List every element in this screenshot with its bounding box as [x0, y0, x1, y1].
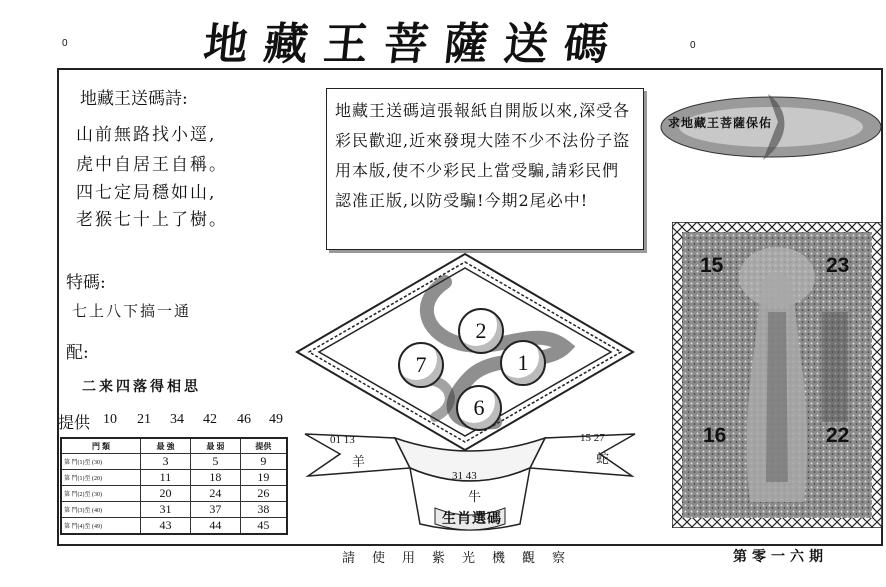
provide-number: 46: [237, 412, 251, 427]
table-row: [61, 470, 287, 486]
table-cell: 38: [240, 502, 287, 518]
notice-box: 地藏王送碼這張報紙自開版以來,深受各彩民歡迎,近來發現大陸不少不法份子盜用本版,使不少彩民上當受騙,請彩民們認准正版,以防受騙!今期2尾必中!: [326, 88, 644, 250]
table-cell: 3: [141, 454, 191, 470]
table-cell: 37: [190, 502, 240, 518]
banner-center-numbers: 31 43: [452, 470, 477, 482]
table-cell: 5: [190, 454, 240, 470]
column-header: 最 弱: [190, 438, 240, 454]
table-cell: 24: [190, 486, 240, 502]
scroll-number: 16: [703, 424, 727, 447]
number-ball: 1: [500, 340, 546, 386]
poem-line: 山前無路找小逕,: [76, 125, 217, 145]
pair-phrase: 二来四落得相思: [82, 379, 201, 395]
scroll-number: 22: [826, 424, 850, 447]
provide-number: 21: [137, 412, 151, 427]
table-cell: 20: [141, 486, 191, 502]
number-ball: 7: [398, 342, 444, 388]
poem-line: 四七定局穩如山,: [76, 183, 217, 203]
provide-label: 提供: [58, 413, 91, 432]
number-ball: 6: [456, 385, 502, 431]
special-label: 特碼:: [66, 273, 106, 293]
corner-mark-right: 0: [690, 40, 696, 51]
table-cell: 19: [240, 470, 287, 486]
provide-number: 42: [203, 412, 217, 427]
column-header: 門 類: [61, 438, 141, 454]
issue-period: 第零一六期: [733, 549, 828, 565]
table-row: [61, 486, 287, 502]
table-cell: 44: [190, 518, 240, 535]
poem-line: 虎中自居王自稱。: [76, 155, 228, 175]
table-cell: 11: [141, 470, 191, 486]
table-cell: 31: [141, 502, 191, 518]
table-cell: 第 門(1)至 (20): [61, 470, 141, 486]
table-header-row: [61, 438, 287, 454]
logo-text: 求地藏王菩薩保佑: [668, 116, 773, 130]
provide-number: 34: [170, 412, 184, 427]
table-cell: 第 門(1)至 (30): [61, 454, 141, 470]
special-text: 七上八下搞一通: [72, 302, 192, 320]
banner-right-numbers: 15 27: [580, 432, 605, 444]
scroll-number: 15: [700, 254, 724, 277]
poem-title: 地藏王送碼詩:: [80, 89, 188, 109]
table-cell: 第 門(4)至 (49): [61, 518, 141, 535]
stats-table: [60, 437, 288, 535]
table-cell: 43: [141, 518, 191, 535]
table-row: [61, 518, 287, 535]
scroll-number: 23: [826, 254, 850, 277]
column-header: 提供: [240, 438, 287, 454]
pair-label: 配:: [66, 343, 89, 363]
provide-number: 49: [269, 412, 283, 427]
corner-mark-left: 0: [62, 38, 68, 49]
banner-left-animal: 羊: [352, 455, 366, 470]
table-cell: 18: [190, 470, 240, 486]
provide-number: 10: [103, 412, 117, 427]
footer-note: 請使用紫光機觀察: [342, 551, 583, 566]
banner-caption: 生肖選碼: [442, 511, 502, 527]
number-ball: 2: [458, 308, 504, 354]
column-header: 最 強: [141, 438, 191, 454]
table-cell: 26: [240, 486, 287, 502]
poem-line: 老猴七十上了樹。: [76, 210, 228, 230]
table-cell: 9: [240, 454, 287, 470]
table-row: [61, 502, 287, 518]
banner-right-animal: 蛇: [596, 452, 610, 467]
table-cell: 第 門(2)至 (30): [61, 486, 141, 502]
table-cell: 45: [240, 518, 287, 535]
page-title: 地藏王菩薩送碼: [201, 19, 627, 70]
table-row: [61, 454, 287, 470]
banner-left-numbers: 01 13: [330, 434, 355, 446]
banner-center-animal: 牛: [468, 490, 482, 505]
table-cell: 第 門(3)至 (40): [61, 502, 141, 518]
